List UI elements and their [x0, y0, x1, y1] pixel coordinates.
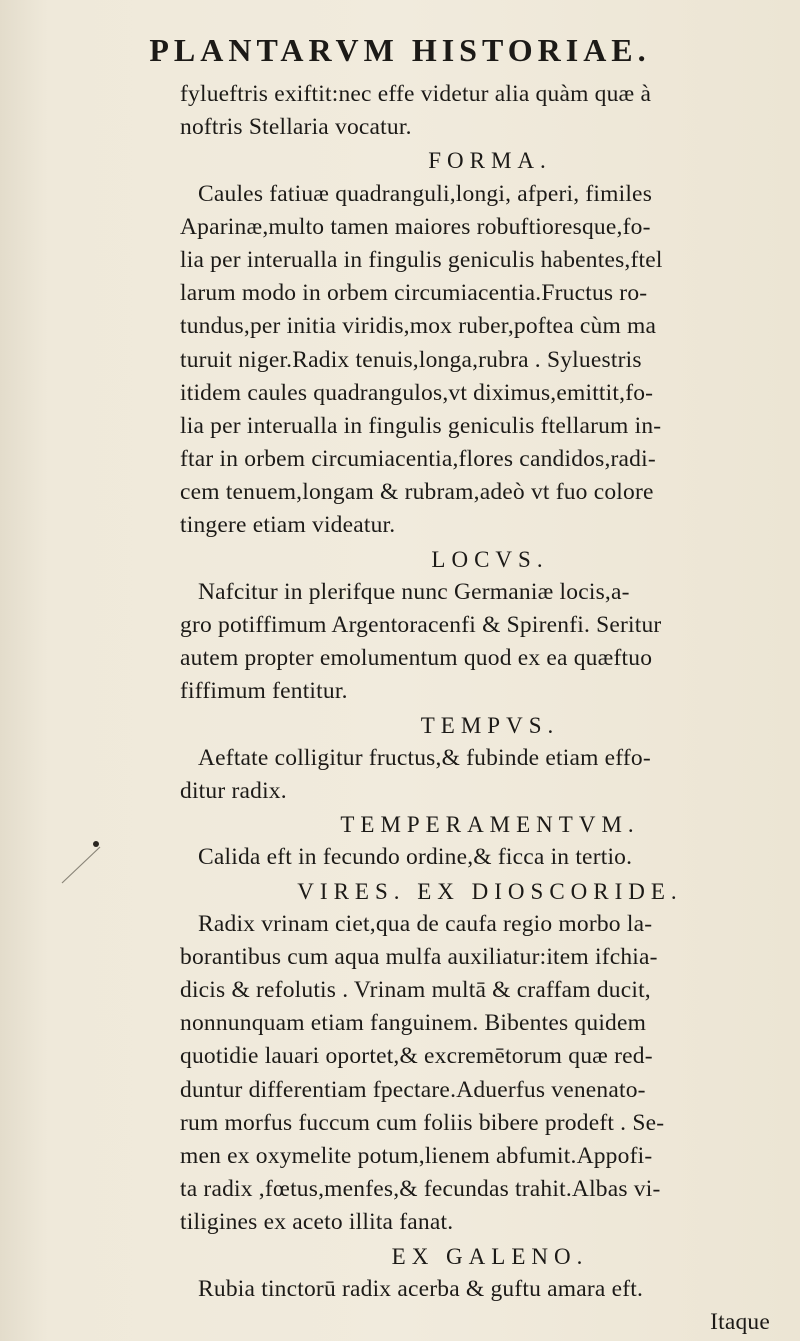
section-heading: VIRES. EX DIOSCORIDE.: [297, 878, 683, 904]
section-heading: LOCVS.: [431, 546, 549, 572]
text-line: autem propter emolumentum quod ex ea quæftuo: [180, 645, 653, 672]
text-line: lia per interualla in fingulis geniculis ftellarum in-: [180, 412, 662, 439]
text-line: Aeftate colligitur fructus,& fubinde etiam effo-: [198, 744, 651, 771]
text-line: noftris Stellaria vocatur.: [180, 114, 412, 141]
text-line: ftar in orbem circumiacentia,flores candidos,radi-: [180, 446, 656, 473]
section-heading: TEMPVS.: [420, 712, 560, 738]
text-line: tiligines ex aceto illita fanat.: [180, 1209, 454, 1236]
text-line: turuit niger.Radix tenuis,longa,rubra . Syluestris: [180, 346, 642, 373]
text-line: men ex oxymelite potum,lienem abfumit.Appofi-: [180, 1143, 653, 1169]
text-line: fiffimum fentitur.: [180, 678, 348, 705]
text-line: duntur differentiam fpectare.Aduerfus venenato-: [180, 1076, 646, 1103]
text-line: ditur radix.: [180, 777, 287, 804]
text-line: itidem caules quadrangulos,vt diximus,emittit,fo-: [180, 379, 654, 406]
text-line: Rubia tinctorū radix acerba & guftu amara eft.: [198, 1275, 644, 1302]
running-title: PLANTARVM HISTORIAE.: [149, 32, 651, 68]
text-line: Calida eft in fecundo ordine,& ficca in tertio.: [198, 844, 633, 871]
text-line: fylueftris exiftit:nec effe videtur alia quàm quæ à: [180, 81, 652, 107]
text-line: quotidie lauari oportet,& excremētorum quæ red-: [180, 1043, 653, 1070]
section-heading: EX GALENO.: [391, 1243, 589, 1269]
text-line: dicis & refolutis . Vrinam multā & craffam ducit,: [180, 977, 651, 1004]
text-line: Caules fatiuæ quadranguli,longi, afperi, fimiles: [198, 180, 653, 207]
text-line: lia per interualla in fingulis geniculis habentes,ftel: [180, 246, 663, 273]
text-line: larum modo in orbem circumiacentia.Fructus ro-: [180, 280, 648, 307]
text-line: cem tenuem,longam & rubram,adeò vt fuo colore: [180, 479, 654, 506]
text-line: ta radix ,fœtus,menfes,& fecundas trahit.Albas vi-: [180, 1176, 661, 1203]
text-line: tingere etiam videatur.: [180, 512, 396, 539]
text-line: borantibus cum aqua mulfa auxiliatur:item ifchia-: [180, 943, 658, 970]
text-line: Radix vrinam ciet,qua de caufa regio morbo la-: [198, 910, 653, 937]
text-line: rum morfus fuccum cum foliis bibere prodeft . Se-: [180, 1109, 665, 1136]
section-heading: TEMPERAMENTVM.: [340, 812, 640, 838]
text-line: Nafcitur in plerifque nunc Germaniæ locis,a-: [198, 578, 630, 605]
text-line: gro potiffimum Argentoracenfi & Spirenfi. Seritur: [180, 612, 662, 638]
text-line: nonnunquam etiam fanguinem. Bibentes quidem: [180, 1010, 647, 1037]
catchword: Itaque: [710, 1308, 770, 1335]
text-block: [180, 78, 780, 1339]
margin-asterisk-mark: [90, 838, 102, 850]
text-line: tundus,per initia viridis,mox ruber,poftea cùm ma: [180, 313, 657, 340]
section-heading: FORMA.: [428, 148, 552, 174]
text-line: Aparinæ,multo tamen maiores robuftioresque,fo-: [180, 213, 651, 240]
